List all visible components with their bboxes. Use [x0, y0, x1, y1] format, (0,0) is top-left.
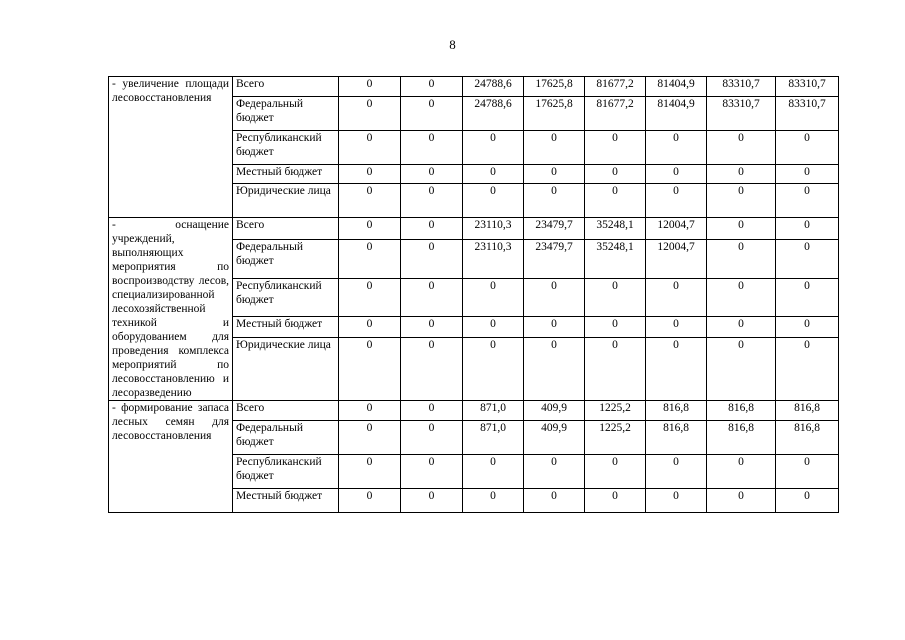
value-cell: 0	[524, 455, 585, 489]
value-cell: 0	[707, 184, 776, 218]
value-cell: 0	[707, 165, 776, 184]
value-cell: 0	[524, 338, 585, 401]
value-cell: 0	[339, 421, 401, 455]
value-cell: 81404,9	[646, 77, 707, 97]
value-cell: 0	[707, 489, 776, 513]
funding-source-cell: Республиканский бюджет	[233, 278, 339, 316]
value-cell: 0	[401, 184, 463, 218]
value-cell: 0	[339, 77, 401, 97]
value-cell: 0	[776, 218, 839, 240]
value-cell: 0	[776, 184, 839, 218]
value-cell: 0	[585, 131, 646, 165]
funding-source-cell: Федеральный бюджет	[233, 97, 339, 131]
value-cell: 23479,7	[524, 218, 585, 240]
value-cell: 0	[401, 77, 463, 97]
value-cell: 0	[401, 131, 463, 165]
value-cell: 0	[339, 240, 401, 278]
funding-source-cell: Местный бюджет	[233, 316, 339, 337]
value-cell: 83310,7	[776, 77, 839, 97]
value-cell: 0	[707, 316, 776, 337]
value-cell: 0	[585, 455, 646, 489]
value-cell: 0	[401, 421, 463, 455]
value-cell: 17625,8	[524, 97, 585, 131]
value-cell: 0	[707, 218, 776, 240]
value-cell: 0	[463, 338, 524, 401]
funding-source-cell: Местный бюджет	[233, 165, 339, 184]
value-cell: 0	[646, 278, 707, 316]
value-cell: 0	[585, 165, 646, 184]
value-cell: 816,8	[646, 401, 707, 421]
value-cell: 0	[524, 184, 585, 218]
value-cell: 816,8	[776, 401, 839, 421]
value-cell: 871,0	[463, 401, 524, 421]
value-cell: 0	[776, 240, 839, 278]
value-cell: 0	[776, 338, 839, 401]
value-cell: 12004,7	[646, 240, 707, 278]
value-cell: 0	[524, 278, 585, 316]
value-cell: 0	[339, 338, 401, 401]
value-cell: 17625,8	[524, 77, 585, 97]
value-cell: 0	[646, 455, 707, 489]
value-cell: 0	[339, 131, 401, 165]
value-cell: 0	[707, 338, 776, 401]
value-cell: 0	[776, 165, 839, 184]
value-cell: 0	[463, 489, 524, 513]
value-cell: 0	[776, 316, 839, 337]
value-cell: 0	[401, 218, 463, 240]
value-cell: 0	[585, 278, 646, 316]
funding-source-cell: Всего	[233, 77, 339, 97]
value-cell: 409,9	[524, 421, 585, 455]
value-cell: 0	[776, 455, 839, 489]
value-cell: 816,8	[776, 421, 839, 455]
value-cell: 12004,7	[646, 218, 707, 240]
value-cell: 0	[646, 165, 707, 184]
value-cell: 0	[339, 165, 401, 184]
value-cell: 0	[707, 278, 776, 316]
funding-source-cell: Местный бюджет	[233, 489, 339, 513]
value-cell: 0	[463, 184, 524, 218]
value-cell: 0	[339, 97, 401, 131]
value-cell: 0	[401, 240, 463, 278]
value-cell: 871,0	[463, 421, 524, 455]
value-cell: 0	[646, 184, 707, 218]
value-cell: 0	[401, 455, 463, 489]
funding-source-cell: Юридические лица	[233, 184, 339, 218]
value-cell: 0	[524, 316, 585, 337]
value-cell: 0	[339, 401, 401, 421]
value-cell: 23110,3	[463, 240, 524, 278]
value-cell: 0	[524, 131, 585, 165]
value-cell: 0	[585, 316, 646, 337]
value-cell: 0	[401, 401, 463, 421]
funding-table	[108, 76, 839, 513]
value-cell: 0	[463, 278, 524, 316]
value-cell: 0	[707, 131, 776, 165]
value-cell: 83310,7	[707, 77, 776, 97]
value-cell: 0	[646, 489, 707, 513]
page-number: 8	[449, 37, 456, 52]
activity-cell: - увеличение площади лесовосстановления	[109, 77, 233, 218]
value-cell: 0	[339, 489, 401, 513]
value-cell: 81677,2	[585, 97, 646, 131]
value-cell: 0	[339, 316, 401, 337]
value-cell: 0	[776, 131, 839, 165]
funding-source-cell: Федеральный бюджет	[233, 421, 339, 455]
funding-source-cell: Республиканский бюджет	[233, 131, 339, 165]
value-cell: 0	[339, 278, 401, 316]
value-cell: 35248,1	[585, 240, 646, 278]
value-cell: 816,8	[707, 401, 776, 421]
value-cell: 81677,2	[585, 77, 646, 97]
value-cell: 0	[339, 455, 401, 489]
funding-source-cell: Всего	[233, 218, 339, 240]
value-cell: 0	[401, 316, 463, 337]
value-cell: 83310,7	[776, 97, 839, 131]
table-row	[109, 218, 839, 240]
value-cell: 816,8	[646, 421, 707, 455]
value-cell: 0	[401, 278, 463, 316]
value-cell: 35248,1	[585, 218, 646, 240]
value-cell: 0	[646, 316, 707, 337]
value-cell: 0	[339, 218, 401, 240]
table-row	[109, 401, 839, 421]
value-cell: 0	[401, 489, 463, 513]
value-cell: 23110,3	[463, 218, 524, 240]
value-cell: 0	[463, 131, 524, 165]
value-cell: 816,8	[707, 421, 776, 455]
value-cell: 0	[463, 455, 524, 489]
value-cell: 0	[585, 338, 646, 401]
value-cell: 0	[707, 240, 776, 278]
value-cell: 83310,7	[707, 97, 776, 131]
value-cell: 0	[585, 489, 646, 513]
value-cell: 1225,2	[585, 421, 646, 455]
value-cell: 0	[463, 165, 524, 184]
funding-source-cell: Республиканский бюджет	[233, 455, 339, 489]
funding-source-cell: Федеральный бюджет	[233, 240, 339, 278]
funding-source-cell: Юридические лица	[233, 338, 339, 401]
value-cell: 0	[776, 489, 839, 513]
activity-cell: - оснащение учреждений, выполняющих мероприятия по воспроизводству лесов, специализированной лесохозяйственной техникой и оборудованием для проведения комплекса мероприятий по лесовосстановлению и лесоразведению	[109, 218, 233, 401]
value-cell: 0	[646, 131, 707, 165]
value-cell: 0	[776, 278, 839, 316]
value-cell: 0	[401, 97, 463, 131]
value-cell: 0	[401, 338, 463, 401]
value-cell: 0	[524, 165, 585, 184]
value-cell: 24788,6	[463, 77, 524, 97]
value-cell: 0	[339, 184, 401, 218]
value-cell: 0	[524, 489, 585, 513]
value-cell: 23479,7	[524, 240, 585, 278]
value-cell: 0	[401, 165, 463, 184]
activity-cell: - формирование запаса лесных семян для лесовосстановления	[109, 401, 233, 513]
value-cell: 1225,2	[585, 401, 646, 421]
value-cell: 81404,9	[646, 97, 707, 131]
value-cell: 0	[646, 338, 707, 401]
value-cell: 0	[585, 184, 646, 218]
funding-source-cell: Всего	[233, 401, 339, 421]
value-cell: 0	[707, 455, 776, 489]
value-cell: 24788,6	[463, 97, 524, 131]
table-row	[109, 77, 839, 97]
value-cell: 0	[463, 316, 524, 337]
value-cell: 409,9	[524, 401, 585, 421]
